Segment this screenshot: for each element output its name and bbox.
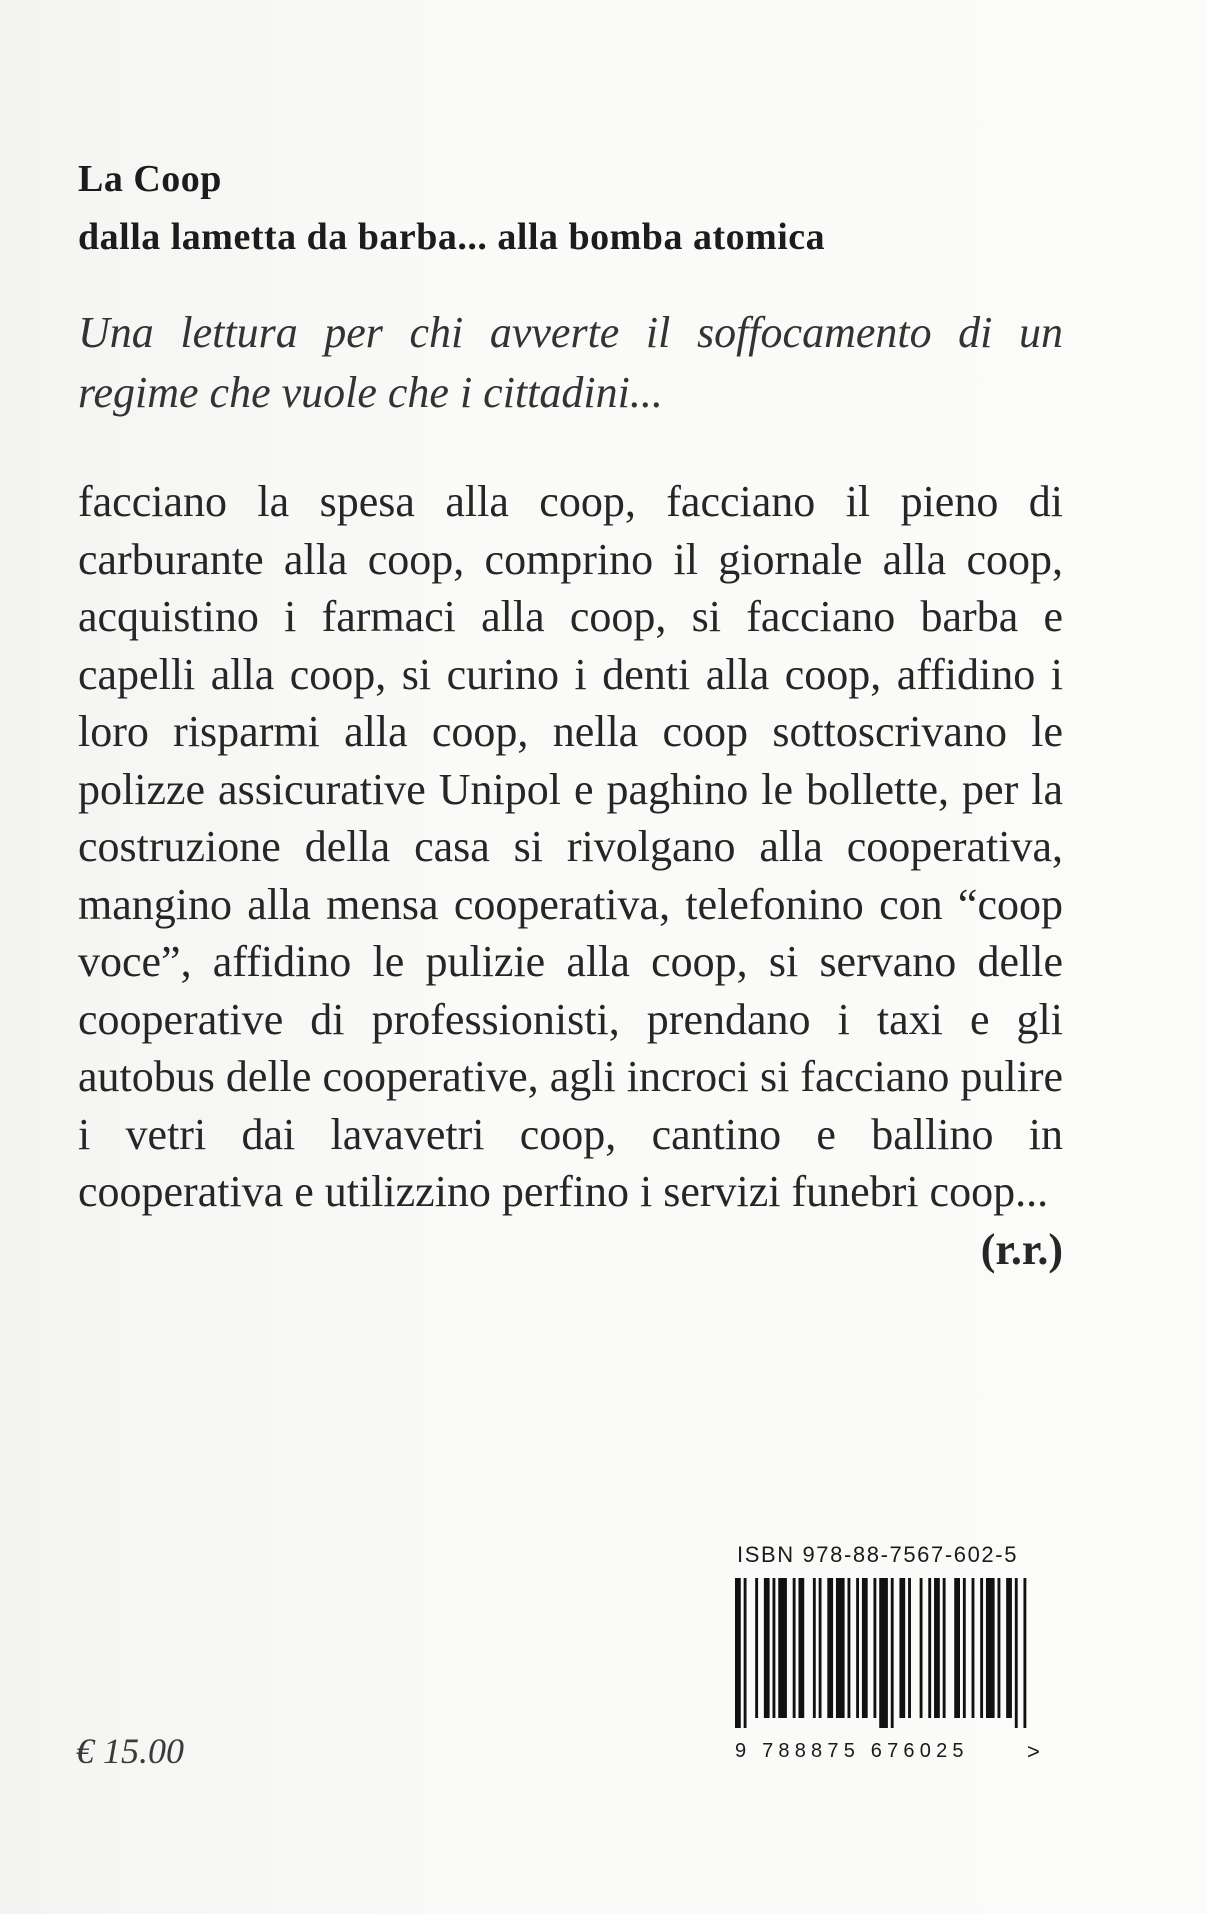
barcode-bar <box>934 1578 940 1718</box>
barcode-bar <box>744 1578 747 1728</box>
book-title: La Coop <box>78 158 222 200</box>
title-block <box>78 150 1078 266</box>
barcode-bar <box>954 1578 960 1718</box>
blurb-text: facciano la spesa alla coop, facciano il pieno di carburante alla coop, comprino il giornale alla coop, acquistino i farmaci alla coop, si facciano barba e capelli alla coop, si curino i denti alla coop, affidino i loro risparmi alla coop, nella coop sottoscrivano le polizze assicurative Unipol e paghino le bollette, per la costruzione della casa si rivolgano alla cooperativa, mangino alla mensa cooperativa, telefonino con “coop voce”, affidino le pulizie alla coop, si servano delle cooperative di professionisti, prendano i taxi e gli autobus delle cooperative, agli incroci si facciano pulire i vetri dai lavavetri coop, cantino e ballino in cooperativa e utilizzino perfino i servizi funebri coop... <box>78 477 1063 1216</box>
barcode <box>735 1578 1035 1728</box>
barcode-bar <box>980 1578 983 1718</box>
barcode-bar <box>773 1578 776 1718</box>
barcode-bar <box>986 1578 995 1718</box>
barcode-bar <box>963 1578 966 1718</box>
barcode-bar <box>1006 1578 1012 1718</box>
barcode-arrow: > <box>1027 1739 1040 1764</box>
isbn-label: ISBN 978-88-7567-602-5 <box>737 1542 1019 1567</box>
barcode-bar <box>972 1578 975 1718</box>
blurb-paragraph <box>78 473 1063 1278</box>
barcode-bar <box>1023 1578 1026 1728</box>
barcode-bar <box>862 1578 868 1718</box>
barcode-bar <box>764 1578 770 1718</box>
price-label: € 15.00 <box>76 1731 184 1771</box>
barcode-bar <box>793 1578 796 1718</box>
barcode-bar <box>899 1578 905 1718</box>
tagline: Una lettura per chi avverte il soffocamento di un regime che vuole che i cittadini... <box>78 308 1063 417</box>
barcode-bar <box>778 1578 787 1718</box>
barcode-bar <box>827 1578 833 1718</box>
barcode-bar <box>920 1578 923 1718</box>
barcode-bar <box>813 1578 816 1718</box>
barcode-bar <box>836 1578 845 1718</box>
author-initials: (r.r.) <box>980 1224 1063 1274</box>
barcode-bar <box>735 1578 741 1728</box>
barcode-bar <box>908 1578 911 1718</box>
book-subtitle: dalla lametta da barba... alla bomba atomica <box>78 216 826 258</box>
barcode-bar <box>848 1578 851 1718</box>
barcode-bar <box>891 1578 894 1728</box>
barcode-bar <box>755 1578 758 1718</box>
barcode-bar <box>819 1578 822 1718</box>
barcode-bar <box>998 1578 1001 1718</box>
barcode-digits: 9 788875 676025 <box>735 1740 969 1762</box>
barcode-bar <box>943 1578 946 1718</box>
barcode-bar <box>1015 1578 1018 1728</box>
barcode-bar <box>856 1578 859 1718</box>
barcode-bar <box>879 1578 888 1728</box>
barcode-bar <box>873 1578 876 1718</box>
barcode-bar <box>928 1578 931 1718</box>
barcode-bar <box>798 1578 804 1718</box>
